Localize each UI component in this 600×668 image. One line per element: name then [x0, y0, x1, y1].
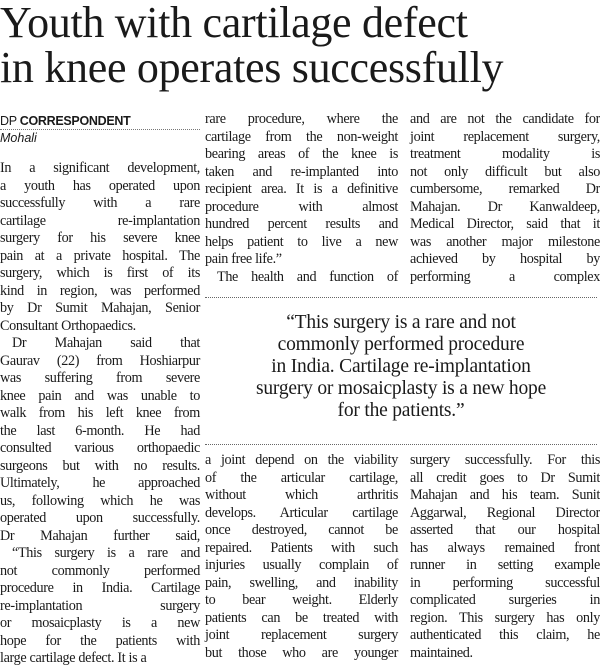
text-line: and are not the candidate for [410, 111, 600, 127]
text-line: consulted various orthopaedic [0, 440, 200, 456]
text-line: us, following which he was [0, 492, 200, 509]
pull-quote-line: commonly performed procedure [277, 334, 525, 355]
text-line: pain, swelling, and inability [205, 574, 398, 591]
text-line: or mosaicplasty is a new [0, 615, 200, 631]
text-line: “This surgery is a rare and [12, 545, 200, 561]
text-line: in performing successful [410, 574, 600, 591]
byline-author [0, 113, 200, 130]
text-line: In a significant development, [0, 160, 200, 176]
text-line: treatment modality is [410, 146, 600, 162]
text-line: pain free life.” [205, 251, 282, 267]
text-line: Aggarwal, Regional Director [410, 504, 600, 521]
text-line: repaired. Patients with such [205, 539, 398, 556]
text-line: cartilage re-implantation [0, 212, 200, 229]
pull-quote-line: in India. Cartilage re-implantation [271, 356, 531, 377]
text-line: patients can be treated with [205, 609, 398, 626]
text-line: by Dr Sumit Mahajan, Senior [0, 300, 200, 316]
text-line: without which arthritis [205, 487, 398, 503]
headline-line: Youth with cartilage defect [0, 0, 468, 47]
article-column-3-bottom [410, 452, 600, 662]
text-line: region. This surgery has only [410, 609, 600, 626]
text-line: procedure with almost [205, 198, 398, 215]
pull-quote-line: “This surgery is a rare and not [286, 312, 516, 333]
article-column-3-top [410, 111, 600, 286]
text-line: recipient area. It is a definitive [205, 181, 398, 197]
headline [0, 0, 600, 90]
text-line: of the articular cartilage, [205, 469, 398, 486]
pull-quote-line: for the patients.” [337, 400, 465, 421]
article-column-1 [0, 160, 200, 668]
text-line: hope for the patients with [0, 632, 200, 649]
text-line: Gaurav (22) from Hoshiarpur [0, 352, 200, 369]
text-line: pain at a private hospital. The [0, 247, 200, 264]
text-line: a joint depend on the viability [205, 452, 398, 468]
text-line: cumbersome, remarked Dr [410, 181, 600, 197]
text-line: Dr Mahajan said that [12, 335, 200, 351]
byline-role: CORRESPONDENT [19, 114, 131, 128]
text-line: but those who are younger [205, 644, 398, 661]
text-line: Mahajan and his team. Sunit [410, 487, 600, 503]
text-line: runner in setting example [410, 557, 600, 573]
text-line: was suffering from severe [0, 370, 200, 386]
text-line: kind in region, was performed [0, 282, 200, 299]
text-line: to bear weight. Elderly [205, 592, 398, 608]
text-line: procedure in India. Cartilage [0, 580, 200, 596]
pull-quote [205, 312, 597, 422]
byline [0, 113, 200, 147]
text-line: performing a complex [410, 268, 600, 285]
article-column-2-bottom [205, 452, 398, 662]
headline-line: in knee operates successfully [0, 43, 504, 92]
text-line: maintained. [410, 644, 473, 661]
text-line: authenticated this claim, he [410, 627, 600, 643]
text-line: The health and function of [217, 268, 398, 285]
text-line: achieved by hospital by [410, 251, 600, 267]
text-line: joint replacement surgery, [410, 128, 600, 145]
text-line: taken and re-implanted into [205, 163, 398, 180]
text-line: re-implantation surgery [0, 597, 200, 614]
text-line: Medical Director, said that it [410, 216, 600, 232]
text-line: the last 6-month. He had [0, 422, 200, 439]
text-line: large cartilage defect. It is a [0, 650, 147, 666]
text-line: not commonly performed [0, 562, 200, 579]
text-line: surgery for his severe knee [0, 230, 200, 246]
article-column-2-top [205, 111, 398, 286]
text-line: walk from his left knee from [0, 405, 200, 421]
text-line: cartilage from the non-weight [205, 128, 398, 145]
text-line: complicated surgeries in [410, 592, 600, 608]
text-line: all credit goes to Dr Sumit [410, 469, 600, 486]
text-line: was another major milestone [410, 233, 600, 250]
text-line: once destroyed, cannot be [205, 522, 398, 538]
pull-quote-bottom-rule [205, 444, 597, 445]
text-line: a youth has operated upon [0, 177, 200, 194]
text-line: rare procedure, where the [205, 111, 398, 127]
pull-quote-top-rule [205, 297, 597, 298]
text-line: not only difficult but also [410, 163, 600, 180]
text-line: surgery, which is first of its [0, 265, 200, 281]
text-line: asserted that our hospital [410, 522, 600, 538]
byline-location: Mohali [0, 131, 37, 145]
text-line: operated upon successfully. [0, 510, 200, 526]
text-line: Dr Mahajan further said, [0, 527, 200, 544]
text-line: Mahajan. Dr Kanwaldeep, [410, 198, 600, 215]
text-line: joint replacement surgery [205, 627, 398, 643]
text-line: develops. Articular cartilage [205, 504, 398, 521]
text-line: Ultimately, he approached [0, 475, 200, 491]
text-line: injuries usually complain of [205, 557, 398, 573]
text-line: hundred percent results and [205, 216, 398, 232]
text-line: surgery successfully. For this [410, 452, 600, 468]
byline-prefix: DP [0, 114, 17, 128]
text-line: helps patient to live a new [205, 233, 398, 250]
text-line: knee pain and was unable to [0, 387, 200, 404]
text-line: surgeons but with no results. [0, 457, 200, 474]
text-line: has always remained front [410, 539, 600, 556]
text-line: Consultant Orthopaedics. [0, 317, 136, 334]
text-line: successfully with a rare [0, 195, 200, 211]
text-line: bearing areas of the knee is [205, 146, 398, 162]
pull-quote-line: surgery or mosaicplasty is a new hope [255, 378, 547, 399]
